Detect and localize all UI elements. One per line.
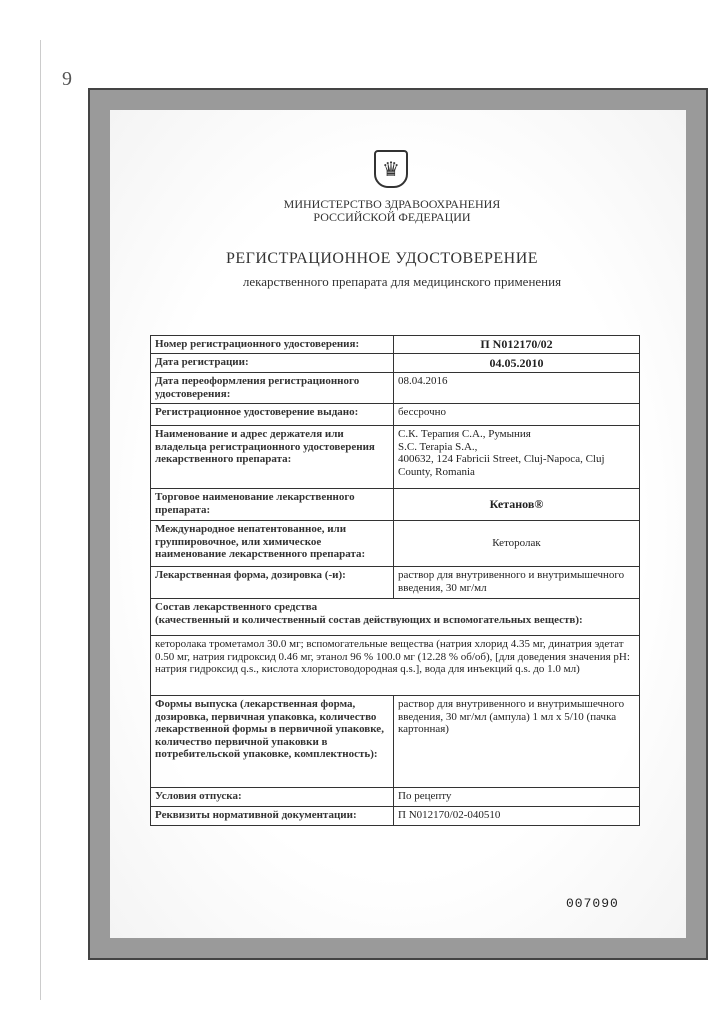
row-label: Дата регистрации:: [151, 354, 394, 373]
normative-doc: П N012170/02-040510: [394, 807, 640, 826]
holder-name-ru: С.К. Терапия С.А., Румыния: [398, 428, 531, 440]
document-subtitle: лекарственного препарата для медицинского применения: [242, 274, 562, 289]
registration-number: П N012170/02: [394, 336, 640, 354]
table-row: [151, 696, 640, 788]
row-label: Номер регистрационного удостоверения:: [151, 336, 394, 354]
ministry-line-2: РОССИЙСКОЙ ФЕДЕРАЦИИ: [313, 210, 471, 224]
composition-text: кеторолака трометамол 30.0 мг; вспомогательные вещества (натрия хлорид 4.35 мг, динатрия эдетат 0.50 мг, натрия гидроксид 0.46 мг, этанол 96 % 100.0 мг (12.28 % об/об), [для доведения значения pH: натрия гидроксид q.s., кислота хлористоводородная q.s.], вода для инъекций q.s. до 1.0 мл): [151, 636, 640, 696]
holder-name-en: S.C. Terapia S.A.,: [398, 440, 478, 453]
table-row: [151, 404, 640, 426]
certificate-table: [150, 335, 640, 826]
holder-address-line: 400632, 124 Fabricii Street, Cluj-Napoca, Cluj County, Romania: [398, 453, 605, 478]
row-label: Регистрационное удостоверение выдано:: [151, 404, 394, 426]
table-row: [151, 636, 640, 696]
row-label: Дата переоформления регистрационного удостоверения:: [151, 373, 394, 404]
dosage-form: раствор для внутривенного и внутримышечного введения, 30 мг/мл: [394, 567, 640, 599]
table-row: [151, 336, 640, 354]
handwritten-mark: 9: [62, 68, 72, 90]
table-row: [151, 354, 640, 373]
row-label: Реквизиты нормативной документации:: [151, 807, 394, 826]
scan-edge: [40, 40, 41, 1000]
row-label: Условия отпуска:: [151, 788, 394, 807]
table-row: [151, 521, 640, 567]
table-row: [151, 373, 640, 404]
registration-date: 04.05.2010: [394, 354, 640, 373]
table-row: [151, 426, 640, 489]
inn-name: Кеторолак: [394, 521, 640, 567]
serial-number: 007090: [566, 896, 619, 911]
row-label: Торговое наименование лекарственного препарата:: [151, 489, 394, 521]
row-label: Наименование и адрес держателя или владельца регистрационного удостоверения лекарственного препарата:: [151, 426, 394, 489]
ministry-name: [30, 198, 724, 224]
table-row: [151, 567, 640, 599]
validity: бессрочно: [394, 404, 640, 426]
table-row: [151, 599, 640, 636]
table-row: [151, 489, 640, 521]
row-label: Международное непатентованное, или группировочное, или химическое наименование лекарственного препарата:: [151, 521, 394, 567]
holder-address: [394, 426, 640, 489]
row-label: Формы выпуска (лекарственная форма, дозировка, первичная упаковка, количество лекарственной формы в первичной упаковке, количество первичной упаковки в потребительской упаковке, комплектность):: [151, 696, 394, 788]
composition-header: [151, 599, 640, 636]
release-forms: раствор для внутривенного и внутримышечного введения, 30 мг/мл (ампула) 1 мл x 5/10 (пачка картонная): [394, 696, 640, 788]
table-row: [151, 807, 640, 826]
ministry-line-1: МИНИСТЕРСТВО ЗДРАВООХРАНЕНИЯ: [283, 197, 501, 211]
row-label: Лекарственная форма, дозировка (-и):: [151, 567, 394, 599]
coat-of-arms-icon: ♛: [374, 150, 408, 188]
reissue-date: 08.04.2016: [394, 373, 640, 404]
composition-subtitle: (качественный и количественный состав действующих и вспомогательных веществ):: [155, 613, 583, 626]
trade-name: Кетанов®: [394, 489, 640, 521]
table-row: [151, 788, 640, 807]
document-title: РЕГИСТРАЦИОННОЕ УДОСТОВЕРЕНИЕ: [225, 250, 539, 267]
composition-title: Состав лекарственного средства: [155, 601, 318, 613]
dispensing-conditions: По рецепту: [394, 788, 640, 807]
